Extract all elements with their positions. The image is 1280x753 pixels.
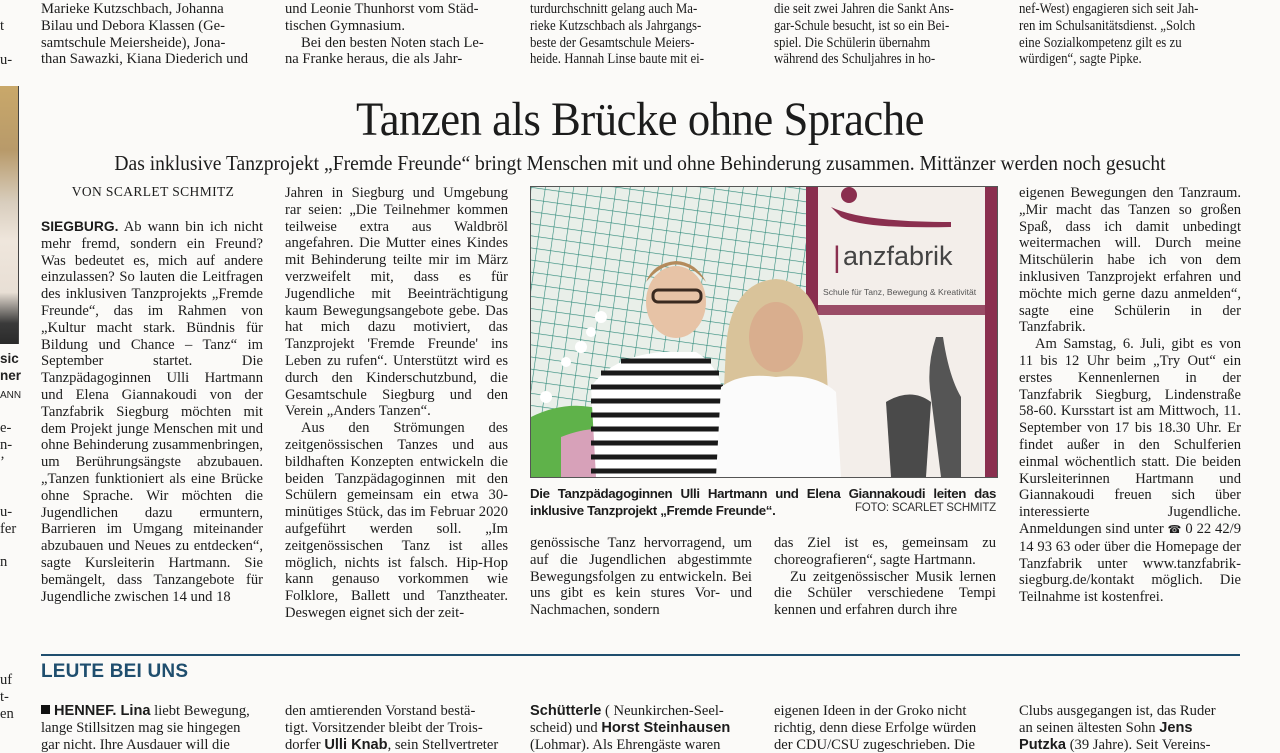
text-line: tischen Gymnasium. <box>285 17 405 34</box>
text-line: der CDU/CSU zugeschrieben. Die <box>774 736 976 753</box>
edge-fragment: en <box>0 706 14 722</box>
leute-col-4 <box>774 703 976 753</box>
bold-text: Horst Steinhausen <box>601 719 731 736</box>
text-line: Bei den besten Noten stach Le- <box>301 34 484 51</box>
edge-fragment: t <box>0 18 5 34</box>
text: dorfer <box>285 736 325 753</box>
banner-logo-text: anzfabrik <box>843 241 953 271</box>
photo-credit: FOTO: SCARLET SCHMITZ <box>854 502 996 514</box>
leute-col-5 <box>1019 703 1216 753</box>
text-line: während des Schuljahres in ho- <box>774 51 936 68</box>
photo-illustration <box>531 187 997 477</box>
phone-number: 0 22 42/9 14 93 63 <box>1019 520 1241 555</box>
section-divider <box>41 654 1240 656</box>
edge-fragment: n <box>0 554 8 570</box>
paragraph-text: Am Samstag, 6. Juli, gibt es von 11 bis 12 Uhr beim „Try Out“ ein erstes Kennenlernen in der Tanzfabrik Siegburg, Lindenstraße 58-60. Kursstart ist am Mittwoch, 11. September von 17 bis 18.30 Uhr. Er findet außer in den Schulferien einmal wöchentlich statt. Die beiden Kursleiterinnen Hartmann und Giannakoudi freuen sich über interessierte Jugendliche. Anmeldungen sind unter <box>1019 336 1241 537</box>
text: an seinen ältesten Sohn <box>1019 719 1160 736</box>
paragraph: genössische Tanz hervorragend, um auf die Jugendlichen abgestimmte Bewegungsfolgen zu entwickeln. Bei uns gibt es kein stures Vor- und Nachmachen, sondern <box>530 535 752 619</box>
bold-text: Putzka <box>1019 736 1067 753</box>
edge-fragment: n- <box>0 437 13 453</box>
svg-text:|: | <box>833 241 841 274</box>
leute-col-1 <box>41 703 250 753</box>
prev-col-2 <box>285 1 508 68</box>
paragraph: Jahren in Siegburg und Umgebung rar seien: „Die Teilnehmer kommen teilweise extra aus Waldbröl angefahren. Die Mutter eines Kindes mit Behinderung teilte mir im März verzweifelt mit, dass es für Jugendliche mit Beeinträchtigung kaum Bewegungsangebote gebe. Das hat mich dazu motiviert, das Tanzprojekt 'Fremde Freunde' ins Leben zu rufen“. Unterstützt wird es durch den Kinderschutzbund, die Gesamtschule Siegburg und den Verein „Anders Tanzen“. <box>285 185 508 420</box>
text-line: beste der Gesamtschule Meiers- <box>530 34 695 51</box>
neighbor-photo <box>0 86 19 344</box>
banner-tagline: Schule für Tanz, Bewegung & Kreativität <box>823 287 977 297</box>
byline: VON SCARLET SCHMITZ <box>71 184 235 199</box>
prev-col-1 <box>41 1 263 68</box>
paragraph <box>1019 336 1241 606</box>
article-headline: Tanzen als Brücke ohne Sprache <box>356 93 924 146</box>
left-edge-neighbor-article <box>0 0 22 750</box>
paragraph: das Ziel ist es, gemeinsam zu choreografieren“, sagte Hartmann. <box>774 535 996 568</box>
text-line: rieke Kutzschbach als Jahrgangs- <box>530 17 702 34</box>
text-line: ren im Schulsanitätsdienst. „Solch <box>1019 17 1196 34</box>
photo-caption: Die Tanzpädagoginnen Ulli Hartmann und Elena Giannakoudi leiten das inklusive Tanzprojekt „Fremde Freunde“. <box>530 486 996 518</box>
section-title: LEUTE BEI UNS <box>41 661 189 682</box>
bold-text: HENNEF. Lina <box>54 703 151 719</box>
text-line: nef-West) engagieren sich seit Jah- <box>1019 1 1199 17</box>
text-line: gar-Schule besucht, ist so ein Bei- <box>774 17 950 34</box>
text-line <box>1019 737 1216 753</box>
text-line: richtig, denn diese Erfolge würden <box>774 719 977 736</box>
prev-col-3 <box>530 1 752 68</box>
paragraph: Zu zeitgenössischer Musik lernen die Schüler verschiedene Tempi kennen und erfahren durch ihre <box>774 568 996 619</box>
article-subheadline: Das inklusive Tanzprojekt „Fremde Freunde“ bringt Menschen mit und ohne Behinderung zusammen. Mittänzer werden noch gesucht <box>114 151 1166 175</box>
text: scheid) und <box>530 719 602 736</box>
text-line: heide. Hannah Linse baute mit ei- <box>530 51 705 68</box>
bold-text: Jens <box>1159 719 1193 736</box>
article-col-2 <box>285 185 508 622</box>
text-line <box>41 703 250 720</box>
text: ( Neunkirchen-Seel- <box>601 703 724 719</box>
dateline: SIEGBURG. <box>41 219 119 234</box>
lead-paragraph <box>41 219 263 605</box>
text-line: turdurchschnitt gelang auch Ma- <box>530 1 698 17</box>
bold-text: Ulli Knab <box>324 736 388 753</box>
text: liebt Bewegung, <box>150 703 250 719</box>
text-line <box>285 737 498 753</box>
text-line <box>530 720 730 737</box>
paragraph: eigenen Bewegungen den Tanzraum. „Mir macht das Tanzen so großen Spaß, dass ich damit unbedingt weitermachen will. Durch meine Mitschülerin habe ich von dem inklusiven Tanzprojekt erfahren und möchte mich gerne dazu anmelden“, sagte eine Schülerin in der Tanzfabrik. <box>1019 185 1241 336</box>
text-line: (Lohmar). Als Ehrengäste waren <box>530 736 721 753</box>
leute-col-3 <box>530 703 730 753</box>
edge-fragment: fer <box>0 521 17 537</box>
text-line: würdigen“, sagte Pipke. <box>1019 51 1142 68</box>
prev-col-5 <box>1019 1 1241 68</box>
text-line: na Franke heraus, die als Jahr- <box>285 51 463 68</box>
text: , sein Stellvertreter <box>387 736 499 753</box>
edge-fragment: uf <box>0 672 13 688</box>
text-line: Bilau und Debora Klassen (Ge- <box>41 17 225 34</box>
text-line: den amtierenden Vorstand bestä- <box>285 703 476 719</box>
text-line: gar nicht. Ihre Ausdauer will die <box>41 736 230 753</box>
text-line: tigt. Vorsitzender bleibt der Trois- <box>285 719 483 736</box>
text-line: die seit zwei Jahren die Sankt Ans- <box>774 1 954 17</box>
text: (39 Jahre). Seit Vereins- <box>1066 736 1211 753</box>
article-col-5 <box>1019 185 1241 606</box>
text-line: spiel. Die Schülerin übernahm <box>774 34 931 51</box>
text-line: samtschule Meiersheide), Jona- <box>41 34 226 51</box>
text-line: Marieke Kutzschbach, Johanna <box>41 1 224 17</box>
edge-fragment: ’ <box>0 454 5 470</box>
phone-icon: ☎ <box>1167 523 1182 536</box>
text-line: eine Sozialkompetenz gilt es zu <box>1019 34 1182 51</box>
text-line: than Sawazki, Kiana Diederich und <box>41 51 249 68</box>
edge-fragment: u- <box>0 52 13 68</box>
edge-fragment: t- <box>0 689 9 705</box>
text-line: und Leonie Thunhorst vom Städ- <box>285 1 479 17</box>
bold-text: Schütterle <box>530 703 602 719</box>
text-line: lange Stillsitzen mag sie hingegen <box>41 719 241 736</box>
bullet-square-icon <box>41 705 50 714</box>
edge-fragment: e- <box>0 420 12 436</box>
article-photo <box>530 186 998 478</box>
paragraph-text: oder über die Homepage der Tanzfabrik unter www.tanzfabrik-siegburg.de/kontakt möglich. Die Teilnahme ist kostenfrei. <box>1019 538 1241 606</box>
text-line: eigenen Ideen in der Groko nicht <box>774 703 967 719</box>
article-col-3 <box>530 535 752 619</box>
article-col-1 <box>41 219 263 605</box>
paragraph: Aus den Strömungen des zeitgenössischen Tanzes und aus bildhaften Konzepten entwickeln die beiden Tanzpädagoginnen mit den Schülern gemeinsam ein etwa 30-minütiges Stück, das im Februar 2020 aufgeführt werden soll. „Im zeitgenössischen Tanz ist alles möglich, nichts ist falsch. Hip-Hop kann genauso vorkommen wie Folklore, Ballett und Tanztheater. Deswegen eignet sich der zeit- <box>285 420 508 621</box>
article-col-4 <box>774 535 996 619</box>
paragraph-text: Ab wann bin ich nicht mehr fremd, sondern ein Freund? Was bedeutet es, mich auf andere einzulassen? So lauten die Leitfragen des inklusiven Tanzprojekts „Fremde Freunde“, das im Rahmen von „Kultur macht stark. Bündnis für Bildung und Chance – Tanz“ im September startet. Die Tanzpädagoginnen Ulli Hartmann und Elena Giannakoudi von der Tanzfabrik Siegburg möchten mit dem Projekt junge Menschen mit und ohne Behinderung zusammenbringen, um Berührungsängste abzubauen. „Tanzen funktioniert als eine Brücke ohne Sprache. Wir möchten die Jugendlichen dazu ermuntern, Barrieren im Umgang miteinander abzubauen und Neues zu entdecken“, sagte Kursleiterin Hartmann. Sie bemängelt, dass Tanzangebote für Jugendliche zwischen 14 und 18 <box>41 219 263 605</box>
text-line: Clubs ausgegangen ist, das Ruder <box>1019 703 1216 719</box>
text-line <box>1019 720 1216 737</box>
text-line <box>530 703 730 720</box>
edge-fragment: u- <box>0 504 13 520</box>
leute-col-2 <box>285 703 498 753</box>
neighbor-credit: ANN <box>0 390 22 401</box>
prev-col-4 <box>774 1 996 68</box>
neighbor-caption: ner <box>0 368 22 383</box>
previous-article-tail <box>0 0 1280 75</box>
neighbor-caption: sic <box>0 351 19 366</box>
